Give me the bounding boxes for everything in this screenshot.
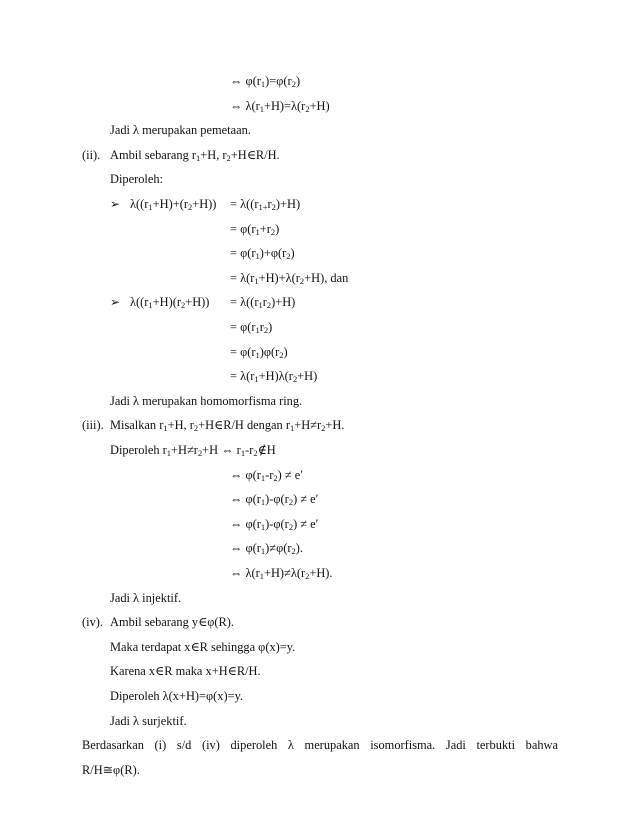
math-line: = $\lambda(r_1+H)+\lambda(r_2+H)$, dan [230, 270, 349, 286]
text-line: Maka terdapat x∈R sehingga φ(x)=y. [110, 639, 296, 654]
math-line: = $\varphi(r_1r_2)$ [230, 320, 273, 335]
text-line: Jadi λ merupakan pemetaan. [110, 123, 251, 138]
item-label: (iii). [82, 418, 104, 433]
math-line: = $\lambda(r_1+H)\lambda(r_2+H)$ [230, 369, 318, 385]
item-text: Misalkan $r_1+H$, $r_2+H\in R/H$ dengan $r_1+H\ne r_2+H$. [110, 418, 345, 434]
conclusion-line: R/H≅φ(R). [82, 762, 140, 777]
bullet-arrow-icon: ➢ [110, 295, 121, 310]
text-line: Jadi λ injektif. [110, 590, 182, 605]
text-line: Diperoleh λ(x+H)=φ(x)=y. [110, 689, 244, 703]
math-line: = $\varphi(r_1+r_2)$ [230, 221, 280, 237]
bullet-arrow-icon: ➢ [110, 197, 121, 211]
math-line: ⇔ $\lambda(r_1+H)\ne\lambda(r_2+H)$. [230, 566, 333, 581]
math-line: ⇔ $\varphi(r_1)-\varphi(r_2) \ne e'$ [230, 516, 319, 532]
math-line: ⇔ $\varphi(r_1)-\varphi(r_2) \ne e'$ [230, 492, 319, 508]
equation-lhs: $\lambda((r_1+H)(r_2+H))$ [130, 295, 210, 311]
math-line: ⇔ $\lambda(r_1+H)=\lambda(r_2+H)$ [230, 98, 330, 114]
text-line: Diperoleh: [110, 172, 163, 187]
text-line: Jadi λ surjektif. [110, 713, 187, 728]
item-text: Ambil sebarang $r_1+H$, $r_2+H\in R/H$. [110, 147, 280, 163]
item-label: (ii). [82, 147, 101, 162]
text-line: Karena x∈R maka x+H∈R/H. [110, 664, 261, 679]
text-line: Diperoleh $r_1+H\ne r_2+H$ ⇔ $r_1-r_2\notin H$ [110, 443, 276, 458]
conclusion-paragraph: Berdasarkan (i) s/d (iv) diperoleh λ merupakan isomorfisma. Jadi terbukti bahwa [82, 738, 558, 753]
math-line: ⇔ $\varphi(r_1-r_2) \ne e'$ [230, 467, 304, 483]
math-line: = $\varphi(r_1)\varphi(r_2)$ [230, 344, 288, 360]
math-line: ⇔ $\varphi(r_1)=\varphi(r_2)$ [230, 74, 301, 89]
equation-lhs: $\lambda((r_1+H)+(r_2+H))$ [130, 197, 217, 212]
math-line: = $\varphi(r_1)+\varphi(r_2)$ [230, 246, 295, 262]
item-label: (iv). [82, 615, 103, 630]
equation-rhs: = $\lambda((r_{1+}r_2)+H)$ [230, 197, 301, 212]
math-line: ⇔ $\varphi(r_1)\ne\varphi(r_2)$. [230, 541, 303, 557]
item-text: Ambil sebarang y∈φ(R). [110, 615, 235, 630]
equation-rhs: = $\lambda((r_1r_2)+H)$ [230, 295, 296, 311]
text-line: Jadi λ merupakan homomorfisma ring. [110, 393, 303, 408]
